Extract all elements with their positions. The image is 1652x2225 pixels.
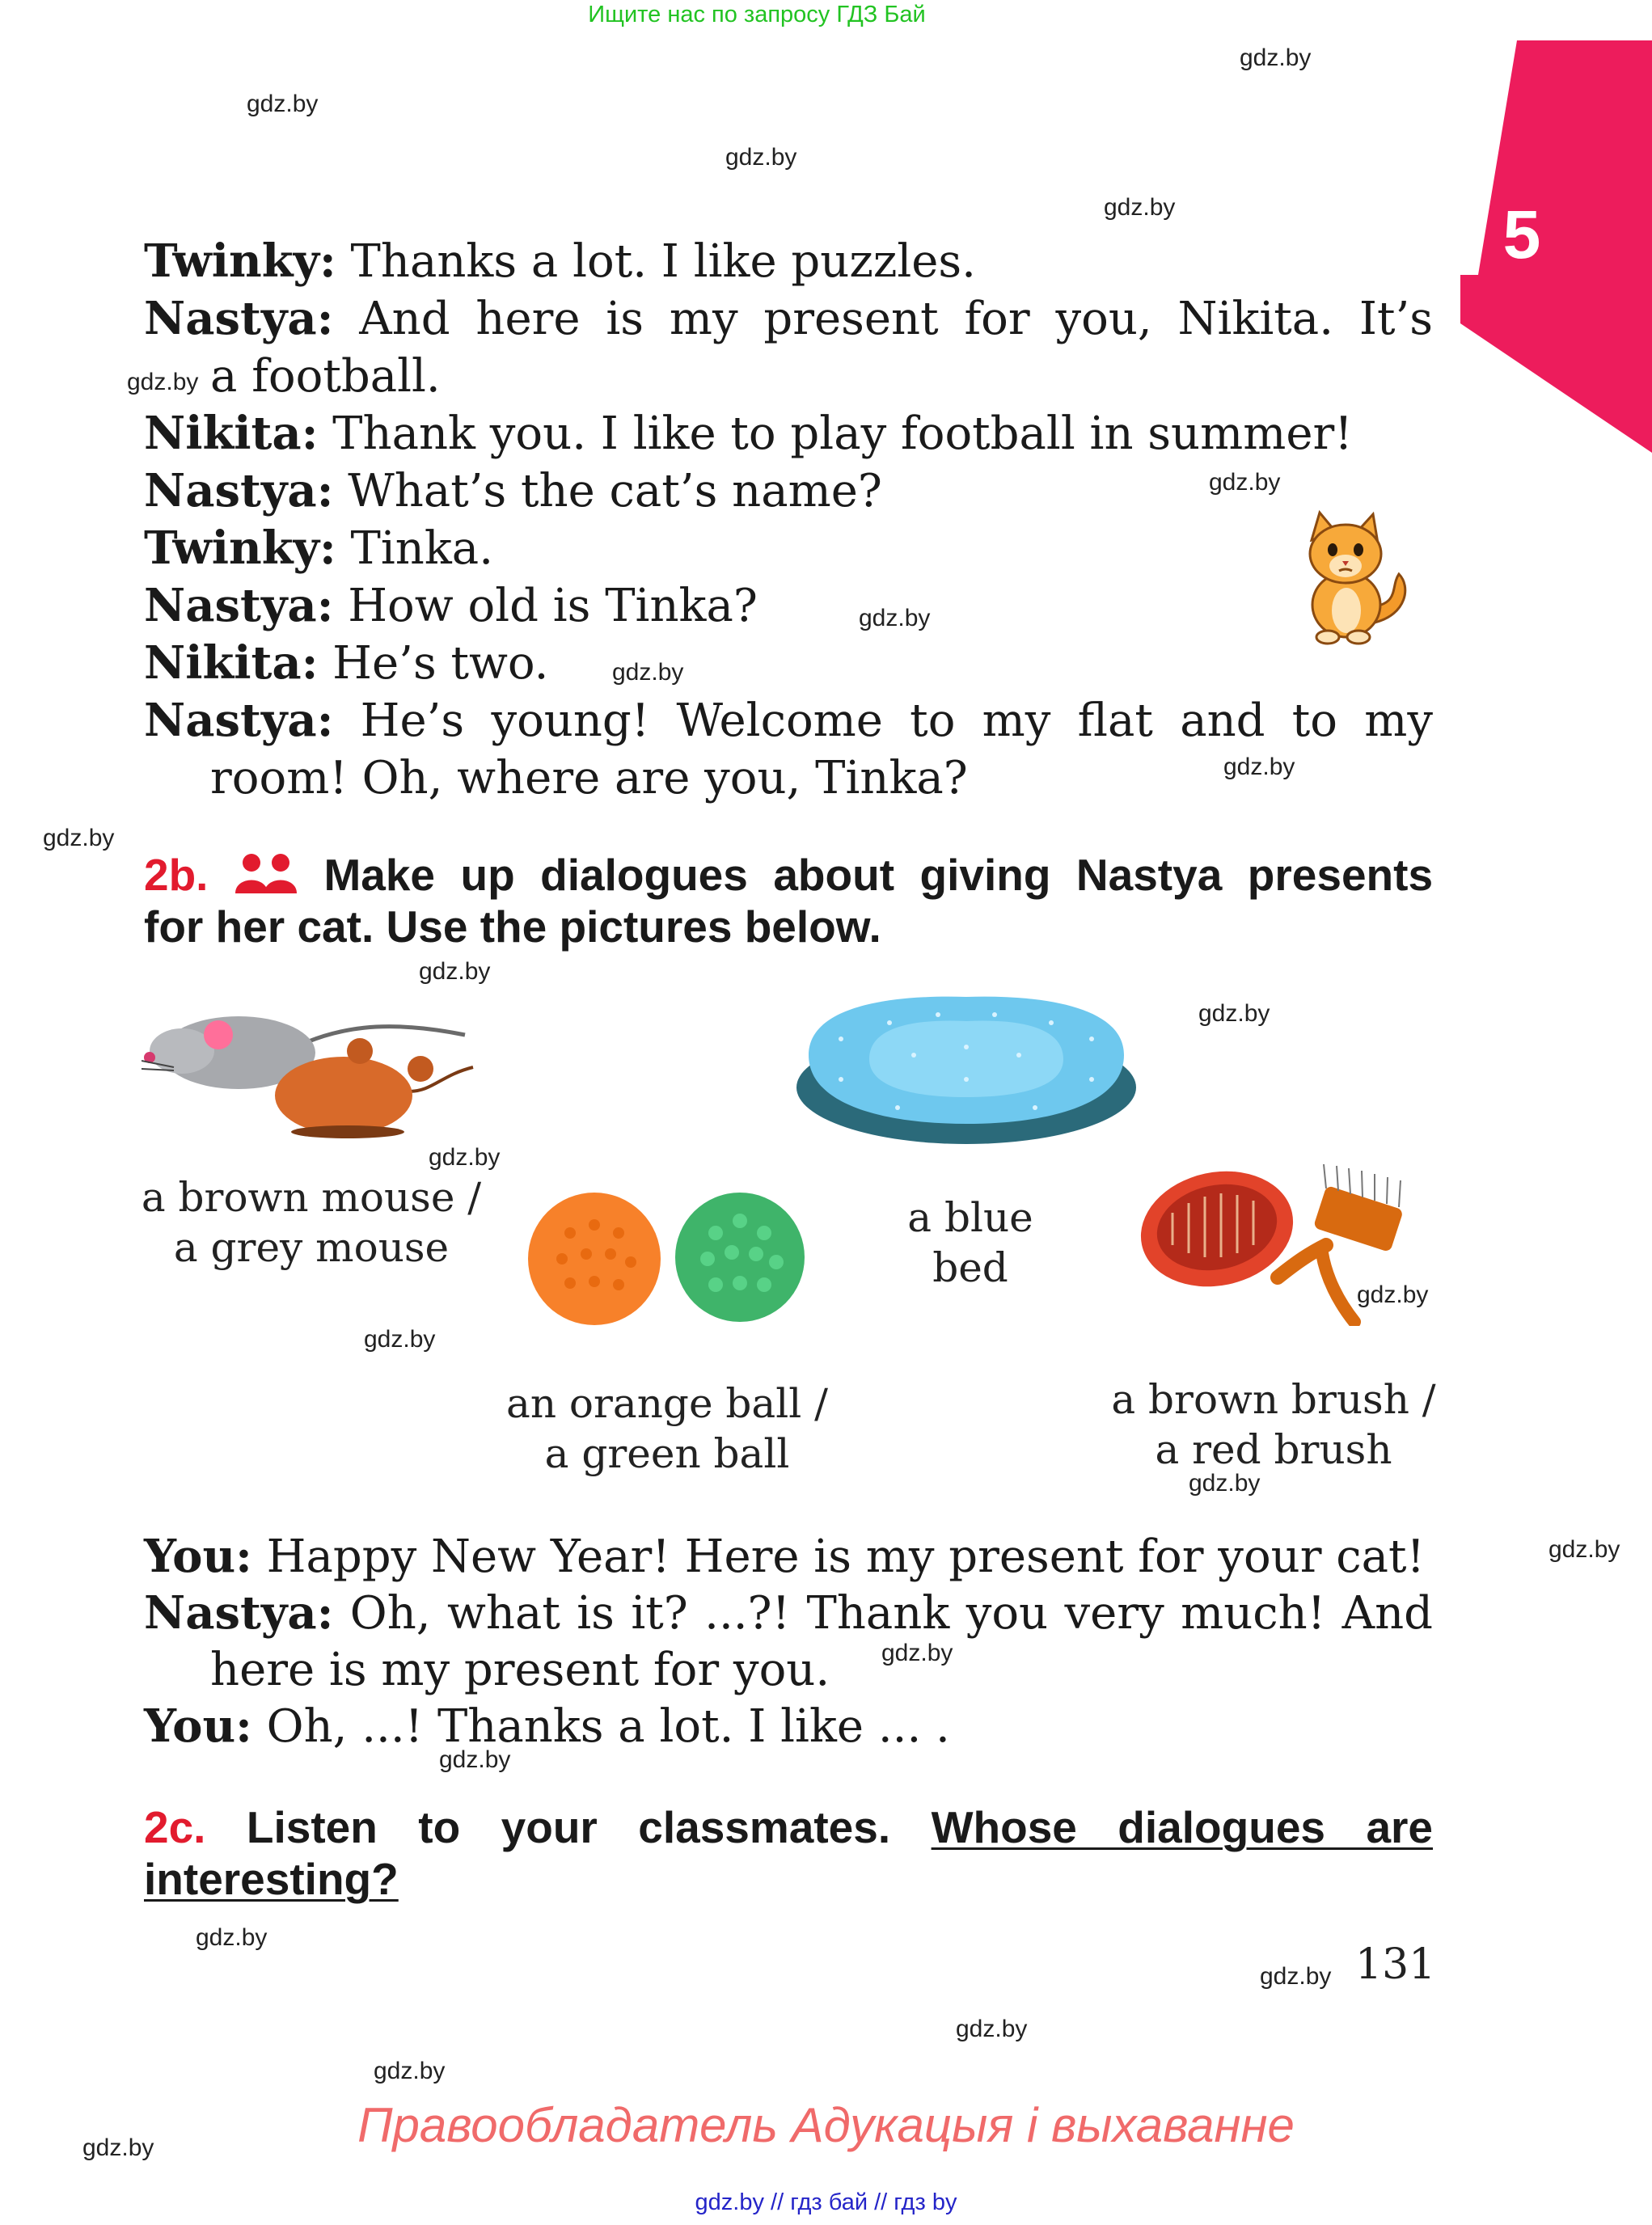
- watermark: gdz.by: [374, 2058, 446, 2084]
- search-hint-link[interactable]: Ищите нас по запросу ГДЗ Бай: [588, 2, 926, 27]
- footer-links[interactable]: gdz.by // гдз бай // гдз by: [695, 2189, 957, 2215]
- watermark: gdz.by: [1357, 1281, 1429, 1308]
- unit-number: 5: [1502, 196, 1541, 272]
- mice-illustration: [142, 1003, 481, 1140]
- watermark: gdz.by: [419, 958, 491, 985]
- dialogue-line: Nastya: And here is my present for you, Nikita. It’s: [144, 292, 1433, 345]
- watermark: gdz.by: [127, 369, 199, 395]
- watermark: gdz.by: [881, 1640, 953, 1666]
- dialogue-line: Twinky: Tinka.: [144, 521, 493, 575]
- dialogue-line: Twinky: Thanks a lot. I like puzzles.: [144, 234, 976, 288]
- dialogue-line: Nastya: What’s the cat’s name?: [144, 464, 882, 517]
- balls-illustration: [526, 1184, 817, 1330]
- watermark: gdz.by: [43, 825, 115, 851]
- brushes-caption: a brown brush / a red brush: [1111, 1376, 1436, 1473]
- copyright-holder: Правообладатель Адукацыя і выхаванне: [357, 2098, 1295, 2152]
- dialogue-line: Nastya: He’s young! Welcome to my flat and to my: [144, 694, 1433, 747]
- watermark: gdz.by: [196, 1924, 268, 1951]
- watermark: gdz.by: [1260, 1963, 1332, 1990]
- watermark: gdz.by: [1548, 1536, 1620, 1563]
- dialogue-line: Nikita: He’s two.: [144, 636, 549, 690]
- task-2c: 2c. Listen to your classmates. Whose dialogues are interesting?: [144, 1802, 1434, 1904]
- watermark: gdz.by: [1223, 754, 1295, 780]
- watermark: gdz.by: [956, 2016, 1028, 2042]
- watermark: gdz.by: [725, 144, 797, 171]
- watermark: gdz.by: [1198, 1000, 1270, 1027]
- dialogue-line: You: Oh, ...! Thanks a lot. I like ... .: [144, 1699, 950, 1753]
- dialogue-line-continuation: room! Oh, where are you, Tinka?: [210, 752, 968, 804]
- mice-caption: a brown mouse / a grey mouse: [141, 1174, 482, 1271]
- watermark: gdz.by: [364, 1326, 436, 1353]
- dialogue-line-continuation: here is my present for you.: [210, 1644, 830, 1696]
- kitten-illustration: [1278, 509, 1415, 647]
- dialogue-line: You: Happy New Year! Here is my present for your cat!: [144, 1530, 1426, 1583]
- balls-caption: an orange ball / a green ball: [506, 1380, 828, 1477]
- dialogue-line-continuation: a football.: [210, 350, 441, 403]
- task-2b: 2b. Make up dialogues about giving Nastya presents for her cat. Use the pictures below.: [144, 850, 1434, 952]
- underlined-question: interesting?: [144, 1854, 399, 1904]
- task-number: 2b.: [144, 850, 209, 900]
- watermark: gdz.by: [1209, 469, 1281, 496]
- watermark: gdz.by: [439, 1746, 511, 1773]
- bed-caption: a blue bed: [907, 1194, 1033, 1291]
- underlined-question: Whose dialogues are: [931, 1802, 1434, 1852]
- watermark: gdz.by: [247, 91, 319, 117]
- pair-work-icon: [234, 853, 298, 893]
- watermark: gdz.by: [859, 605, 931, 631]
- task-number: 2c.: [144, 1802, 206, 1852]
- watermark: gdz.by: [82, 2134, 154, 2161]
- dialogue-line: Nikita: Thank you. I like to play football in summer!: [144, 407, 1353, 460]
- watermark: gdz.by: [612, 659, 684, 686]
- bed-illustration: [792, 990, 1140, 1152]
- dialogue-line: Nastya: Oh, what is it? ...?! Thank you very much! And: [144, 1586, 1433, 1640]
- page-number: 131: [1355, 1940, 1436, 1989]
- dialogue-line: Nastya: How old is Tinka?: [144, 579, 758, 632]
- watermark: gdz.by: [1104, 194, 1176, 221]
- watermark: gdz.by: [429, 1144, 501, 1171]
- watermark: gdz.by: [1240, 44, 1312, 71]
- watermark: gdz.by: [1189, 1470, 1261, 1497]
- brushes-illustration: [1136, 1164, 1415, 1326]
